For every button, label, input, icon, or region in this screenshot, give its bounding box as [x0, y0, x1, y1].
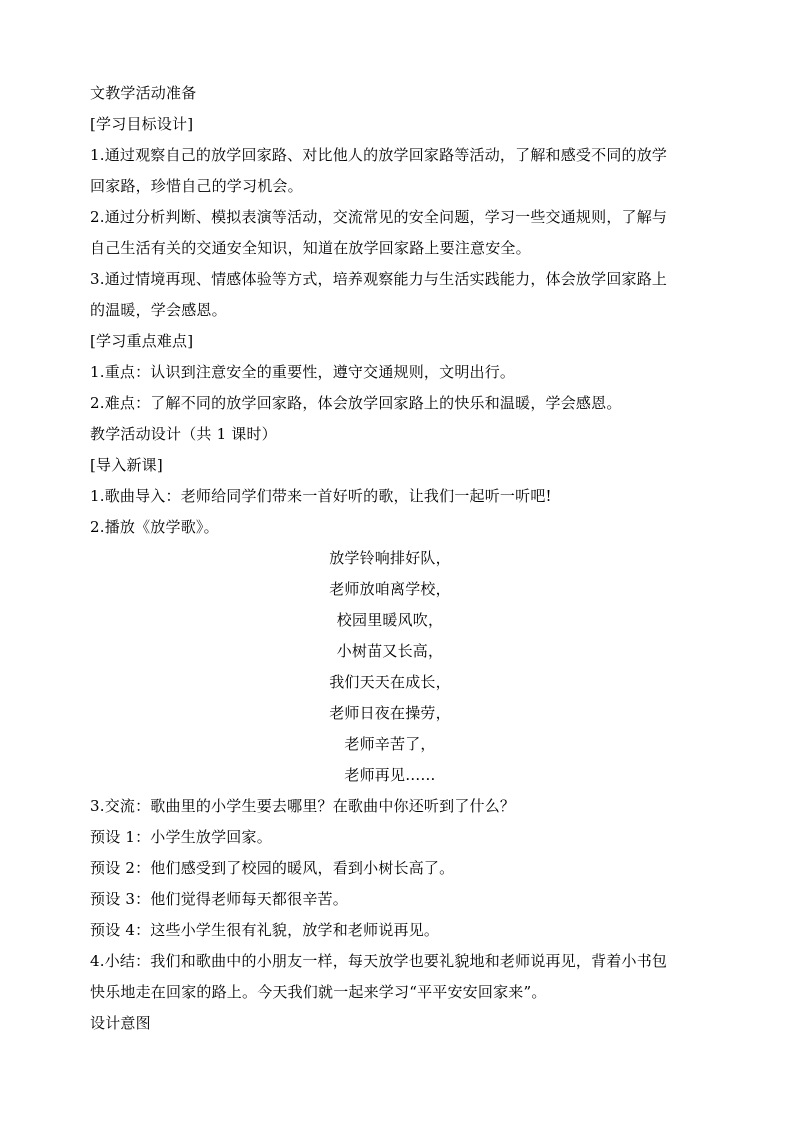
goal-2-line-1: 2.通过分析判断、模拟表演等活动，交流常见的安全问题，学习一些交通规则，了解与: [90, 208, 668, 226]
summary-line-2: 快乐地走在回家的路上。今天我们就一起来学习“平平安安回家来”。: [90, 983, 547, 1001]
key-point-1: 1.重点：认识到注意安全的重要性，遵守交通规则，文明出行。: [90, 363, 516, 381]
intro-step-1: 1.歌曲导入：老师给同学们带来一首好听的歌，让我们一起听一听吧!: [90, 487, 552, 505]
preset-3: 预设 3：他们觉得老师每天都很辛苦。: [90, 890, 348, 908]
song-line-1: 放学铃响排好队，: [329, 549, 451, 567]
song-line-2: 老师放咱离学校，: [329, 580, 451, 598]
goal-2-line-2: 自己生活有关的交通安全知识，知道在放学回家路上要注意安全。: [90, 239, 531, 257]
doc-title: 文教学活动准备: [90, 84, 197, 102]
song-line-3: 校园里暖风吹，: [336, 611, 444, 629]
song-line-5: 我们天天在成长，: [329, 673, 451, 691]
discussion-question: 3.交流：歌曲里的小学生要去哪里？在歌曲中你还听到了什么？: [90, 797, 516, 815]
intro-heading: [导入新课]: [90, 456, 163, 474]
goal-3-line-1: 3.通过情境再现、情感体验等方式，培养观察能力与生活实践能力，体会放学回家路上: [90, 270, 668, 288]
song-lyrics: [90, 543, 710, 791]
key-heading: [学习重点难点]: [90, 332, 194, 350]
preset-2: 预设 2：他们感受到了校园的暖风，看到小树长高了。: [90, 859, 455, 877]
song-line-8: 老师再见……: [344, 766, 436, 784]
intro-step-2: 2.播放《放学歌》。: [90, 518, 219, 536]
summary-line-1: 4.小结：我们和歌曲中的小朋友一样，每天放学也要礼貌地和老师说再见，背着小书包: [90, 952, 668, 970]
design-intent-heading: 设计意图: [90, 1014, 151, 1032]
preset-4: 预设 4：这些小学生很有礼貌，放学和老师说再见。: [90, 921, 440, 939]
goals-heading: [学习目标设计]: [90, 115, 194, 133]
document-body: [90, 78, 710, 1039]
key-point-2: 2.难点：了解不同的放学回家路，体会放学回家路上的快乐和温暖，学会感恩。: [90, 394, 622, 412]
song-line-4: 小树苗又长高，: [336, 642, 444, 660]
preset-1: 预设 1：小学生放学回家。: [90, 828, 272, 846]
goal-3-line-2: 的温暖，学会感恩。: [90, 301, 227, 319]
song-line-6: 老师日夜在操劳，: [329, 704, 451, 722]
goal-1-line-2: 回家路，珍惜自己的学习机会。: [90, 177, 303, 195]
design-heading: 教学活动设计（共 1 课时）: [90, 425, 277, 443]
goal-1-line-1: 1.通过观察自己的放学回家路、对比他人的放学回家路等活动，了解和感受不同的放学: [90, 146, 668, 164]
song-line-7: 老师辛苦了，: [344, 735, 436, 753]
